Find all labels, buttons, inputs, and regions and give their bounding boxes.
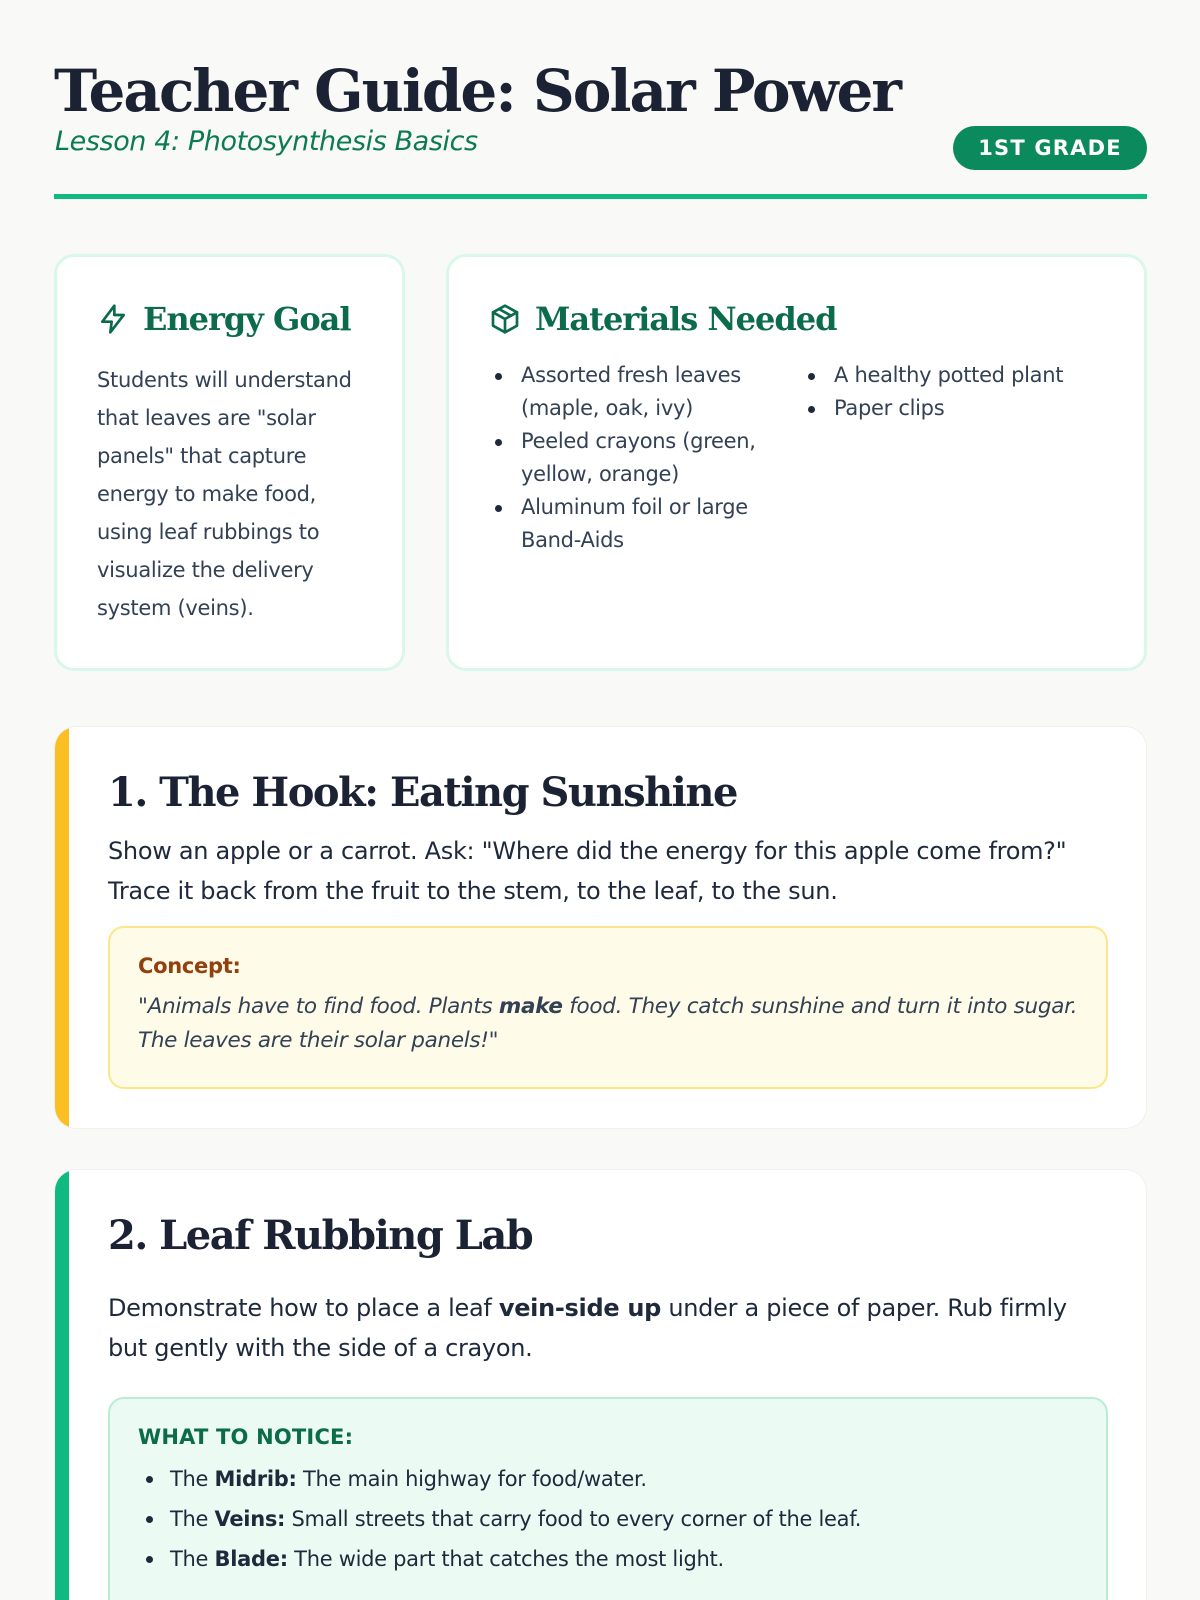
list-item: The Midrib: The main highway for food/water.	[138, 1459, 1078, 1499]
what-to-notice-callout	[108, 1397, 1108, 1600]
list-item: A healthy potted plant	[802, 359, 1063, 392]
list-item: The Veins: Small streets that carry food to every corner of the leaf.	[138, 1499, 1078, 1539]
step-body: Show an apple or a carrot. Ask: "Where did the energy for this apple come from?" Trace it back from the fruit to the stem, to the leaf, to the sun.	[108, 837, 1067, 905]
list-item: Paper clips	[802, 392, 1063, 425]
step-body: Demonstrate how to place a leaf vein-side up under a piece of paper. Rub firmly but gently with the side of a crayon.	[108, 1294, 1067, 1362]
package-box-icon	[489, 303, 521, 335]
page-title: Teacher Guide: Solar Power	[54, 57, 900, 125]
list-item: Assorted fresh leaves (maple, oak, ivy)	[489, 359, 802, 425]
step-title: 2. Leaf Rubbing Lab	[108, 1212, 533, 1259]
step-hook-section	[54, 726, 1147, 1129]
step-accent-bar	[55, 1170, 69, 1600]
step-title: 1. The Hook: Eating Sunshine	[108, 769, 737, 816]
concept-quote: "Animals have to find food. Plants make food. They catch sunshine and turn it into sugar. The leaves are their solar panels!"	[138, 994, 1078, 1053]
step-leaf-rubbing-section	[54, 1169, 1147, 1600]
concept-callout	[108, 926, 1108, 1089]
page-header	[54, 56, 1147, 160]
energy-goal-heading	[97, 297, 362, 341]
energy-goal-title: Energy Goal	[143, 300, 351, 338]
materials-column-2	[802, 359, 1063, 557]
materials-column-1	[489, 359, 802, 557]
list-item: The Blade: The wide part that catches the most light.	[138, 1539, 1078, 1579]
materials-heading	[489, 297, 1104, 341]
energy-goal-card	[54, 254, 405, 671]
grade-badge: 1ST GRADE	[953, 126, 1147, 170]
concept-label: Concept:	[138, 954, 241, 978]
materials-card	[446, 254, 1147, 671]
lightning-bolt-icon	[97, 303, 129, 335]
header-divider	[54, 194, 1147, 199]
materials-title: Materials Needed	[535, 300, 837, 338]
step-accent-bar	[55, 727, 69, 1128]
list-item: Aluminum foil or large Band-Aids	[489, 491, 802, 557]
materials-list	[489, 359, 1104, 557]
list-item: Peeled crayons (green, yellow, orange)	[489, 425, 802, 491]
lesson-subtitle: Lesson 4: Photosynthesis Basics	[55, 126, 478, 157]
notice-label: WHAT TO NOTICE:	[138, 1425, 354, 1449]
notice-list	[138, 1459, 1078, 1579]
energy-goal-text: Students will understand that leaves are "solar panels" that capture energy to make food, using leaf rubbings to visualize the delivery system (veins).	[97, 368, 352, 620]
